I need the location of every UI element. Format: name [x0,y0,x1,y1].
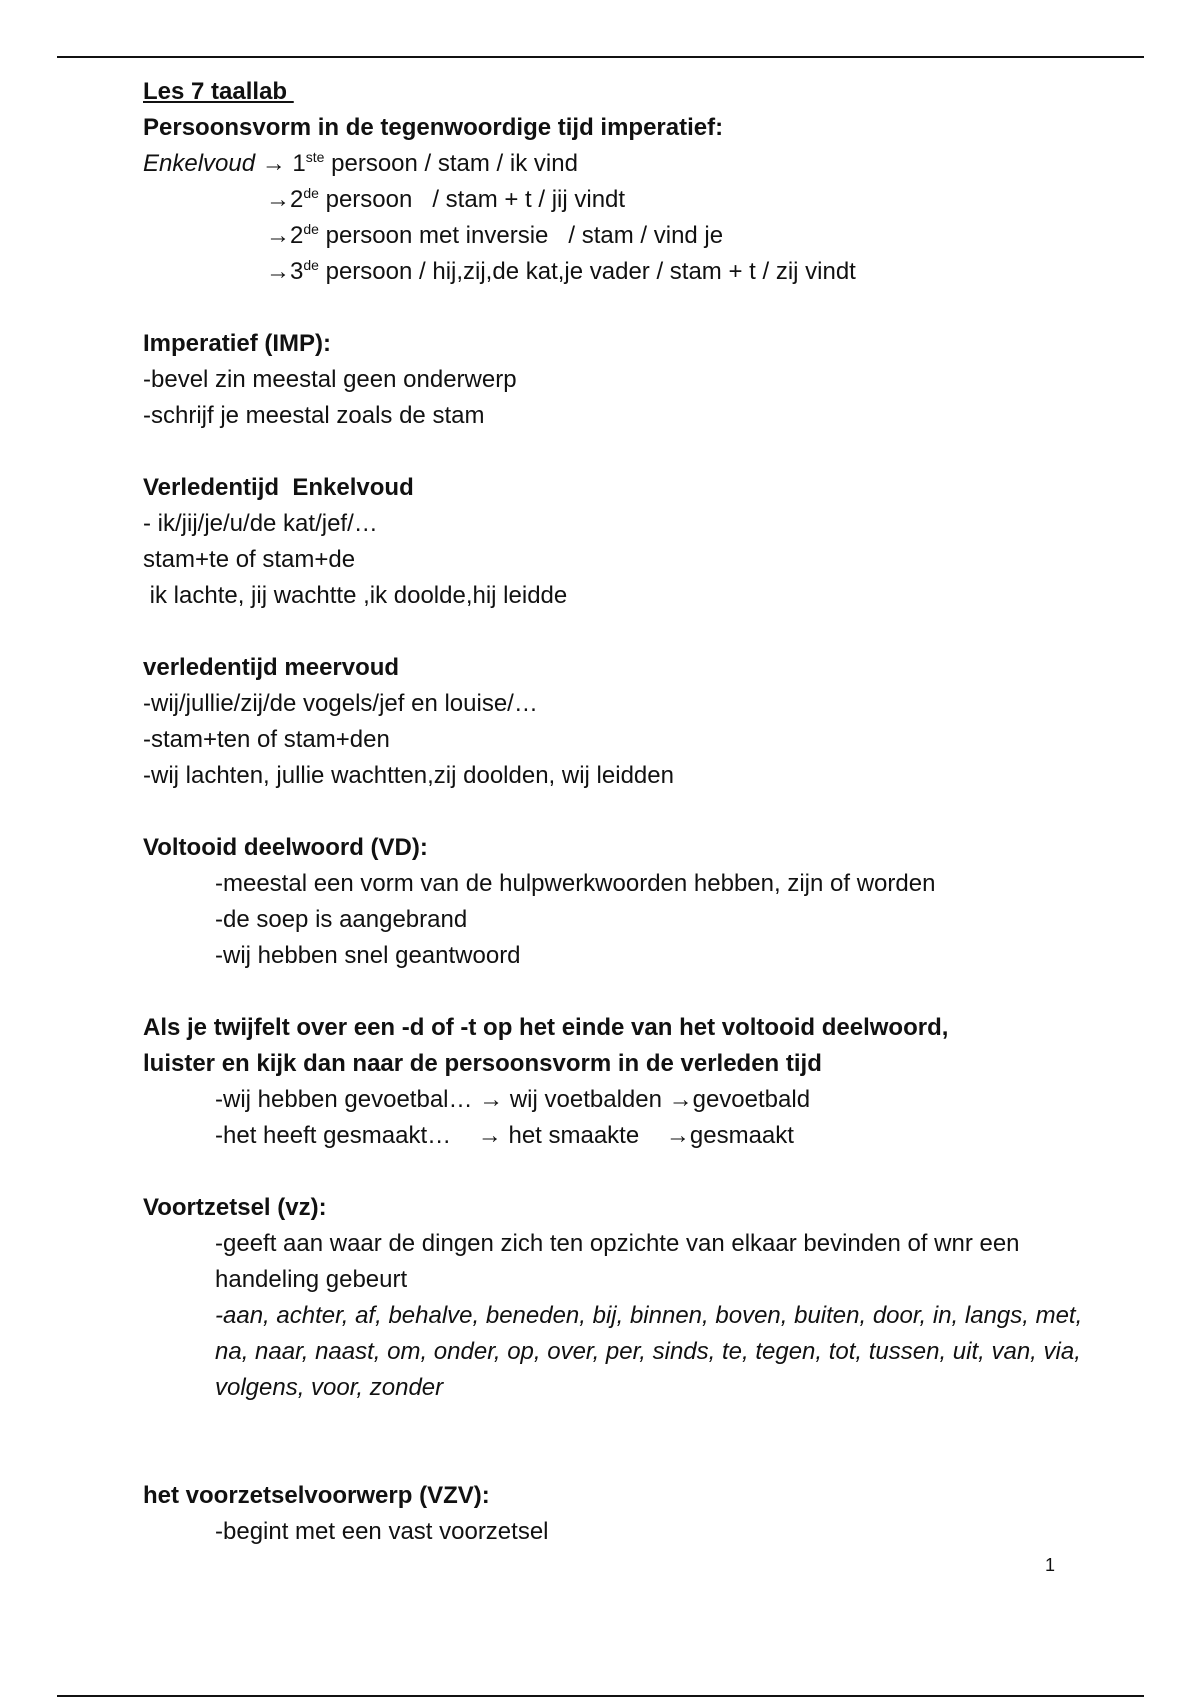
enkelvoud-label: Enkelvoud [143,150,256,177]
vzv-line: -begint met een vast voorzetsel [215,1518,549,1545]
footer-rule [57,1695,1144,1697]
vd-line: -wij hebben snel geantwoord [215,942,521,969]
imp-line: -bevel zin meestal geen onderwerp [143,366,517,393]
pv-line-4: →3de persoon / hij,zij,de kat,je vader / stam + t / zij vindt [266,257,856,285]
arrow-icon: → [266,222,290,249]
vt-mv-line: -wij lachten, jullie wachtten,zij doolden, wij leidden [143,762,674,789]
imp-heading: Imperatief (IMP): [143,330,332,357]
pv-heading: Persoonsvorm in de tegenwoordige tijd imperatief: [143,114,724,141]
arrow-icon: → [266,258,290,285]
vt-ev-line: - ik/jij/je/u/de kat/jef/… [143,510,378,537]
vd-line: -de soep is aangebrand [215,906,468,933]
twijfel-heading-1: Als je twijfelt over een -d of -t op het einde van het voltooid deelwoord, [143,1014,949,1041]
header-rule [57,56,1144,58]
vt-mv-line: -stam+ten of stam+den [143,726,390,753]
pv-line-2: →2de persoon / stam + t / jij vindt [266,185,626,213]
vd-line: -meestal een vorm van de hulpwerkwoorden hebben, zijn of worden [215,870,936,897]
arrow-icon: → [479,1086,504,1113]
arrow-icon: → [665,1122,690,1149]
vt-mv-line: -wij/jullie/zij/de vogels/jef en louise/… [143,690,538,717]
twijfel-example-2: -het heeft gesmaakt… → het smaakte →gesmaakt [215,1122,794,1149]
document-title: Les 7 taallab [143,78,294,105]
pv-line-3: →2de persoon met inversie / stam / vind je [266,221,724,249]
twijfel-example-1: -wij hebben gevoetbal… → wij voetbalden →gevoetbald [215,1086,811,1113]
vt-mv-heading: verledentijd meervoud [143,654,400,681]
arrow-icon: → [266,186,290,213]
vt-ev-line: ik lachte, jij wachtte ,ik doolde,hij leidde [143,582,568,609]
twijfel-heading-2: luister en kijk dan naar de persoonsvorm in de verleden tijd [143,1050,822,1077]
vz-heading: Voortzetsel (vz): [143,1194,327,1221]
vt-ev-line: stam+te of stam+de [143,546,356,573]
vz-description: -geeft aan waar de dingen zich ten opzichte van elkaar bevinden of wnr een handeling gebeurt [215,1230,1020,1293]
pv-line-1: Enkelvoud → 1ste persoon / stam / ik vind [143,149,578,177]
imp-line: -schrijf je meestal zoals de stam [143,402,485,429]
arrow-icon: → [477,1122,502,1149]
vt-ev-heading: Verledentijd Enkelvoud [143,474,414,501]
document-body [143,74,1083,1550]
arrow-icon: → [668,1086,693,1113]
vzv-heading: het voorzetselvoorwerp (VZV): [143,1482,490,1509]
vd-heading: Voltooid deelwoord (VD): [143,834,428,861]
arrow-icon: → [261,150,286,177]
vz-list: -aan, achter, af, behalve, beneden, bij, binnen, boven, buiten, door, in, langs, met, na, naar, naast, om, onder, op, over, per, sinds, te, tegen, tot, tussen, uit, van, via, volgens, voor, zonder [215,1302,1083,1401]
page-number: 1 [1045,1555,1056,1575]
